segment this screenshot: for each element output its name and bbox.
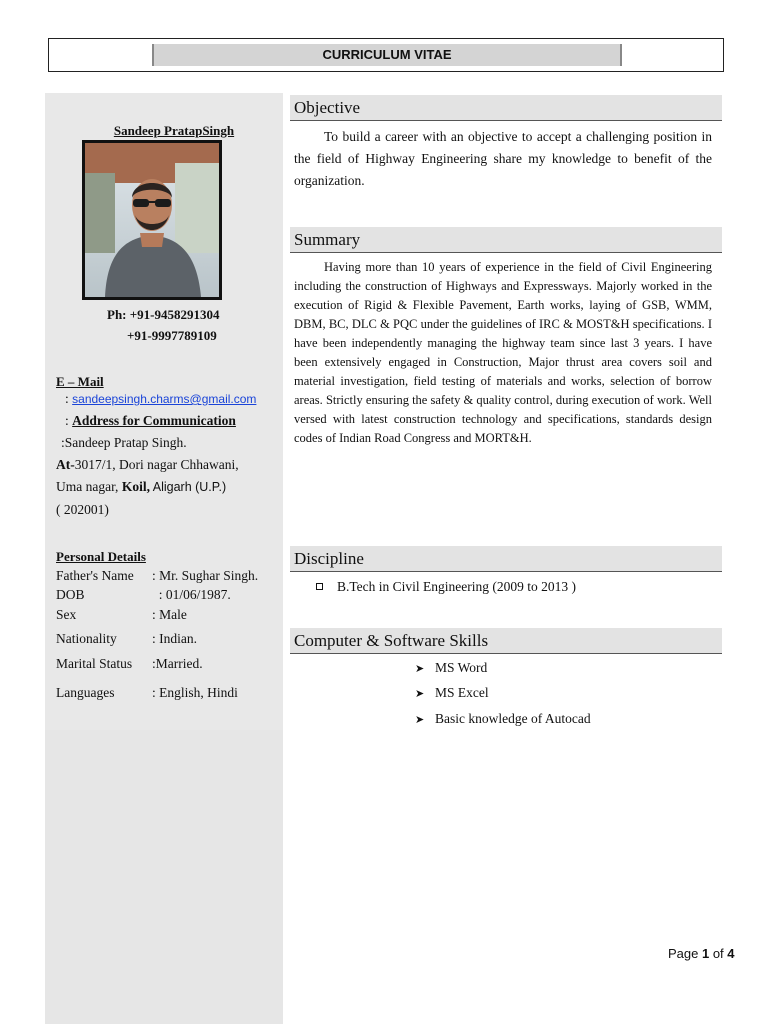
email-link[interactable]: sandeepsingh.charms@gmail.com bbox=[72, 392, 257, 406]
discipline-item bbox=[316, 579, 576, 595]
personal-value: : 01/06/1987. bbox=[152, 587, 231, 602]
address-at-label: At- bbox=[56, 457, 75, 472]
phone-primary bbox=[107, 307, 220, 323]
arrow-bullet-icon: ➤ bbox=[415, 714, 425, 726]
summary-heading: Summary bbox=[290, 227, 722, 253]
summary-paragraph: Having more than 10 years of experience in the field of Civil Engineering including the construction of Highways and Expressways. Majorly worked in the execution of Rigid & Flexible Pavement, Earth works, laying of GSB, WMM, DBM, BC, DLC & PQC under the guidelines of IRC & MOST&H specifications. I have been independently managing the highway team since last 3 years. I have been extensively engaged in Construction, Major thrust area covers soil and material investigation, field testing of materials and works, selection of borrow areas. Strictly ensuring the safety & quality control, during execution of work. Well versed with latest construction technology and specifications, standards design codes of Indian Road Congress and MORT&H. bbox=[294, 260, 712, 445]
address-line-2-text: 3017/1, Dori nagar Chhawani, bbox=[74, 457, 239, 472]
summary-text bbox=[294, 258, 712, 448]
sidebar-lower-panel bbox=[45, 730, 283, 1024]
personal-value: : English, Hindi bbox=[152, 685, 238, 700]
personal-value: : Mr. Sughar Singh. bbox=[152, 568, 259, 583]
email-line: : sandeepsingh.charms@gmail.com bbox=[65, 391, 257, 406]
phone-label: Ph: bbox=[107, 307, 127, 322]
personal-label: DOB bbox=[56, 587, 85, 602]
address-heading: Address for Communication bbox=[72, 413, 236, 428]
profile-photo bbox=[82, 140, 222, 300]
personal-value: :Married. bbox=[152, 656, 203, 671]
personal-row-marital bbox=[56, 656, 203, 672]
address-city-bold: Koil, bbox=[121, 479, 150, 494]
sidebar bbox=[45, 93, 283, 1024]
personal-label: Sex bbox=[56, 607, 77, 622]
personal-value: : Male bbox=[152, 607, 187, 622]
discipline-text: B.Tech in Civil Engineering (2009 to 2013 ) bbox=[337, 579, 577, 594]
arrow-bullet-icon: ➤ bbox=[415, 663, 425, 675]
skill-item bbox=[415, 711, 591, 727]
phone-number-1: +91-9458291304 bbox=[129, 307, 220, 322]
header-box bbox=[48, 38, 724, 72]
phone-number-2: +91-9997789109 bbox=[127, 328, 217, 343]
skill-item bbox=[415, 685, 489, 701]
personal-row-languages bbox=[56, 685, 238, 701]
discipline-heading: Discipline bbox=[290, 546, 722, 572]
address-line-1: :Sandeep Pratap Singh. bbox=[61, 435, 187, 450]
page-of-word: of bbox=[709, 946, 728, 961]
skill-text: MS Word bbox=[435, 660, 488, 675]
page-word: Page bbox=[668, 946, 702, 961]
objective-text bbox=[294, 126, 712, 192]
personal-details-heading: Personal Details bbox=[56, 549, 146, 564]
objective-heading: Objective bbox=[290, 95, 722, 121]
email-heading: E – Mail bbox=[56, 374, 104, 389]
address-pincode: ( 202001) bbox=[56, 502, 109, 517]
page-number bbox=[668, 946, 735, 961]
personal-row-nationality bbox=[56, 631, 197, 647]
address-line-3 bbox=[56, 479, 226, 495]
skill-item bbox=[415, 660, 487, 676]
personal-row-sex bbox=[56, 607, 187, 623]
address-area: Uma nagar, bbox=[56, 479, 122, 494]
personal-label: Languages bbox=[56, 685, 115, 700]
personal-row-father bbox=[56, 568, 258, 584]
skill-text: Basic knowledge of Autocad bbox=[435, 711, 591, 726]
skills-heading: Computer & Software Skills bbox=[290, 628, 722, 654]
address-line-2 bbox=[56, 457, 239, 473]
personal-row-dob bbox=[56, 587, 231, 603]
arrow-bullet-icon: ➤ bbox=[415, 688, 425, 700]
page-total: 4 bbox=[727, 946, 735, 961]
address-heading-line: : Address for Communication bbox=[65, 413, 236, 428]
personal-label: Nationality bbox=[56, 631, 117, 646]
document-title: CURRICULUM VITAE bbox=[152, 44, 622, 66]
person-photo-icon bbox=[85, 143, 219, 297]
personal-label: Father's Name bbox=[56, 568, 134, 583]
skill-text: MS Excel bbox=[435, 685, 489, 700]
candidate-name: Sandeep PratapSingh bbox=[113, 123, 235, 138]
square-bullet-icon bbox=[316, 583, 323, 590]
personal-label: Marital Status bbox=[56, 656, 133, 671]
address-district: Aligarh (U.P.) bbox=[149, 480, 227, 494]
page-current: 1 bbox=[701, 946, 710, 961]
personal-value: : Indian. bbox=[152, 631, 197, 646]
objective-paragraph: To build a career with an objective to accept a challenging position in the field of Highway Engineering share my knowledge to benefit of the organization. bbox=[294, 129, 712, 188]
